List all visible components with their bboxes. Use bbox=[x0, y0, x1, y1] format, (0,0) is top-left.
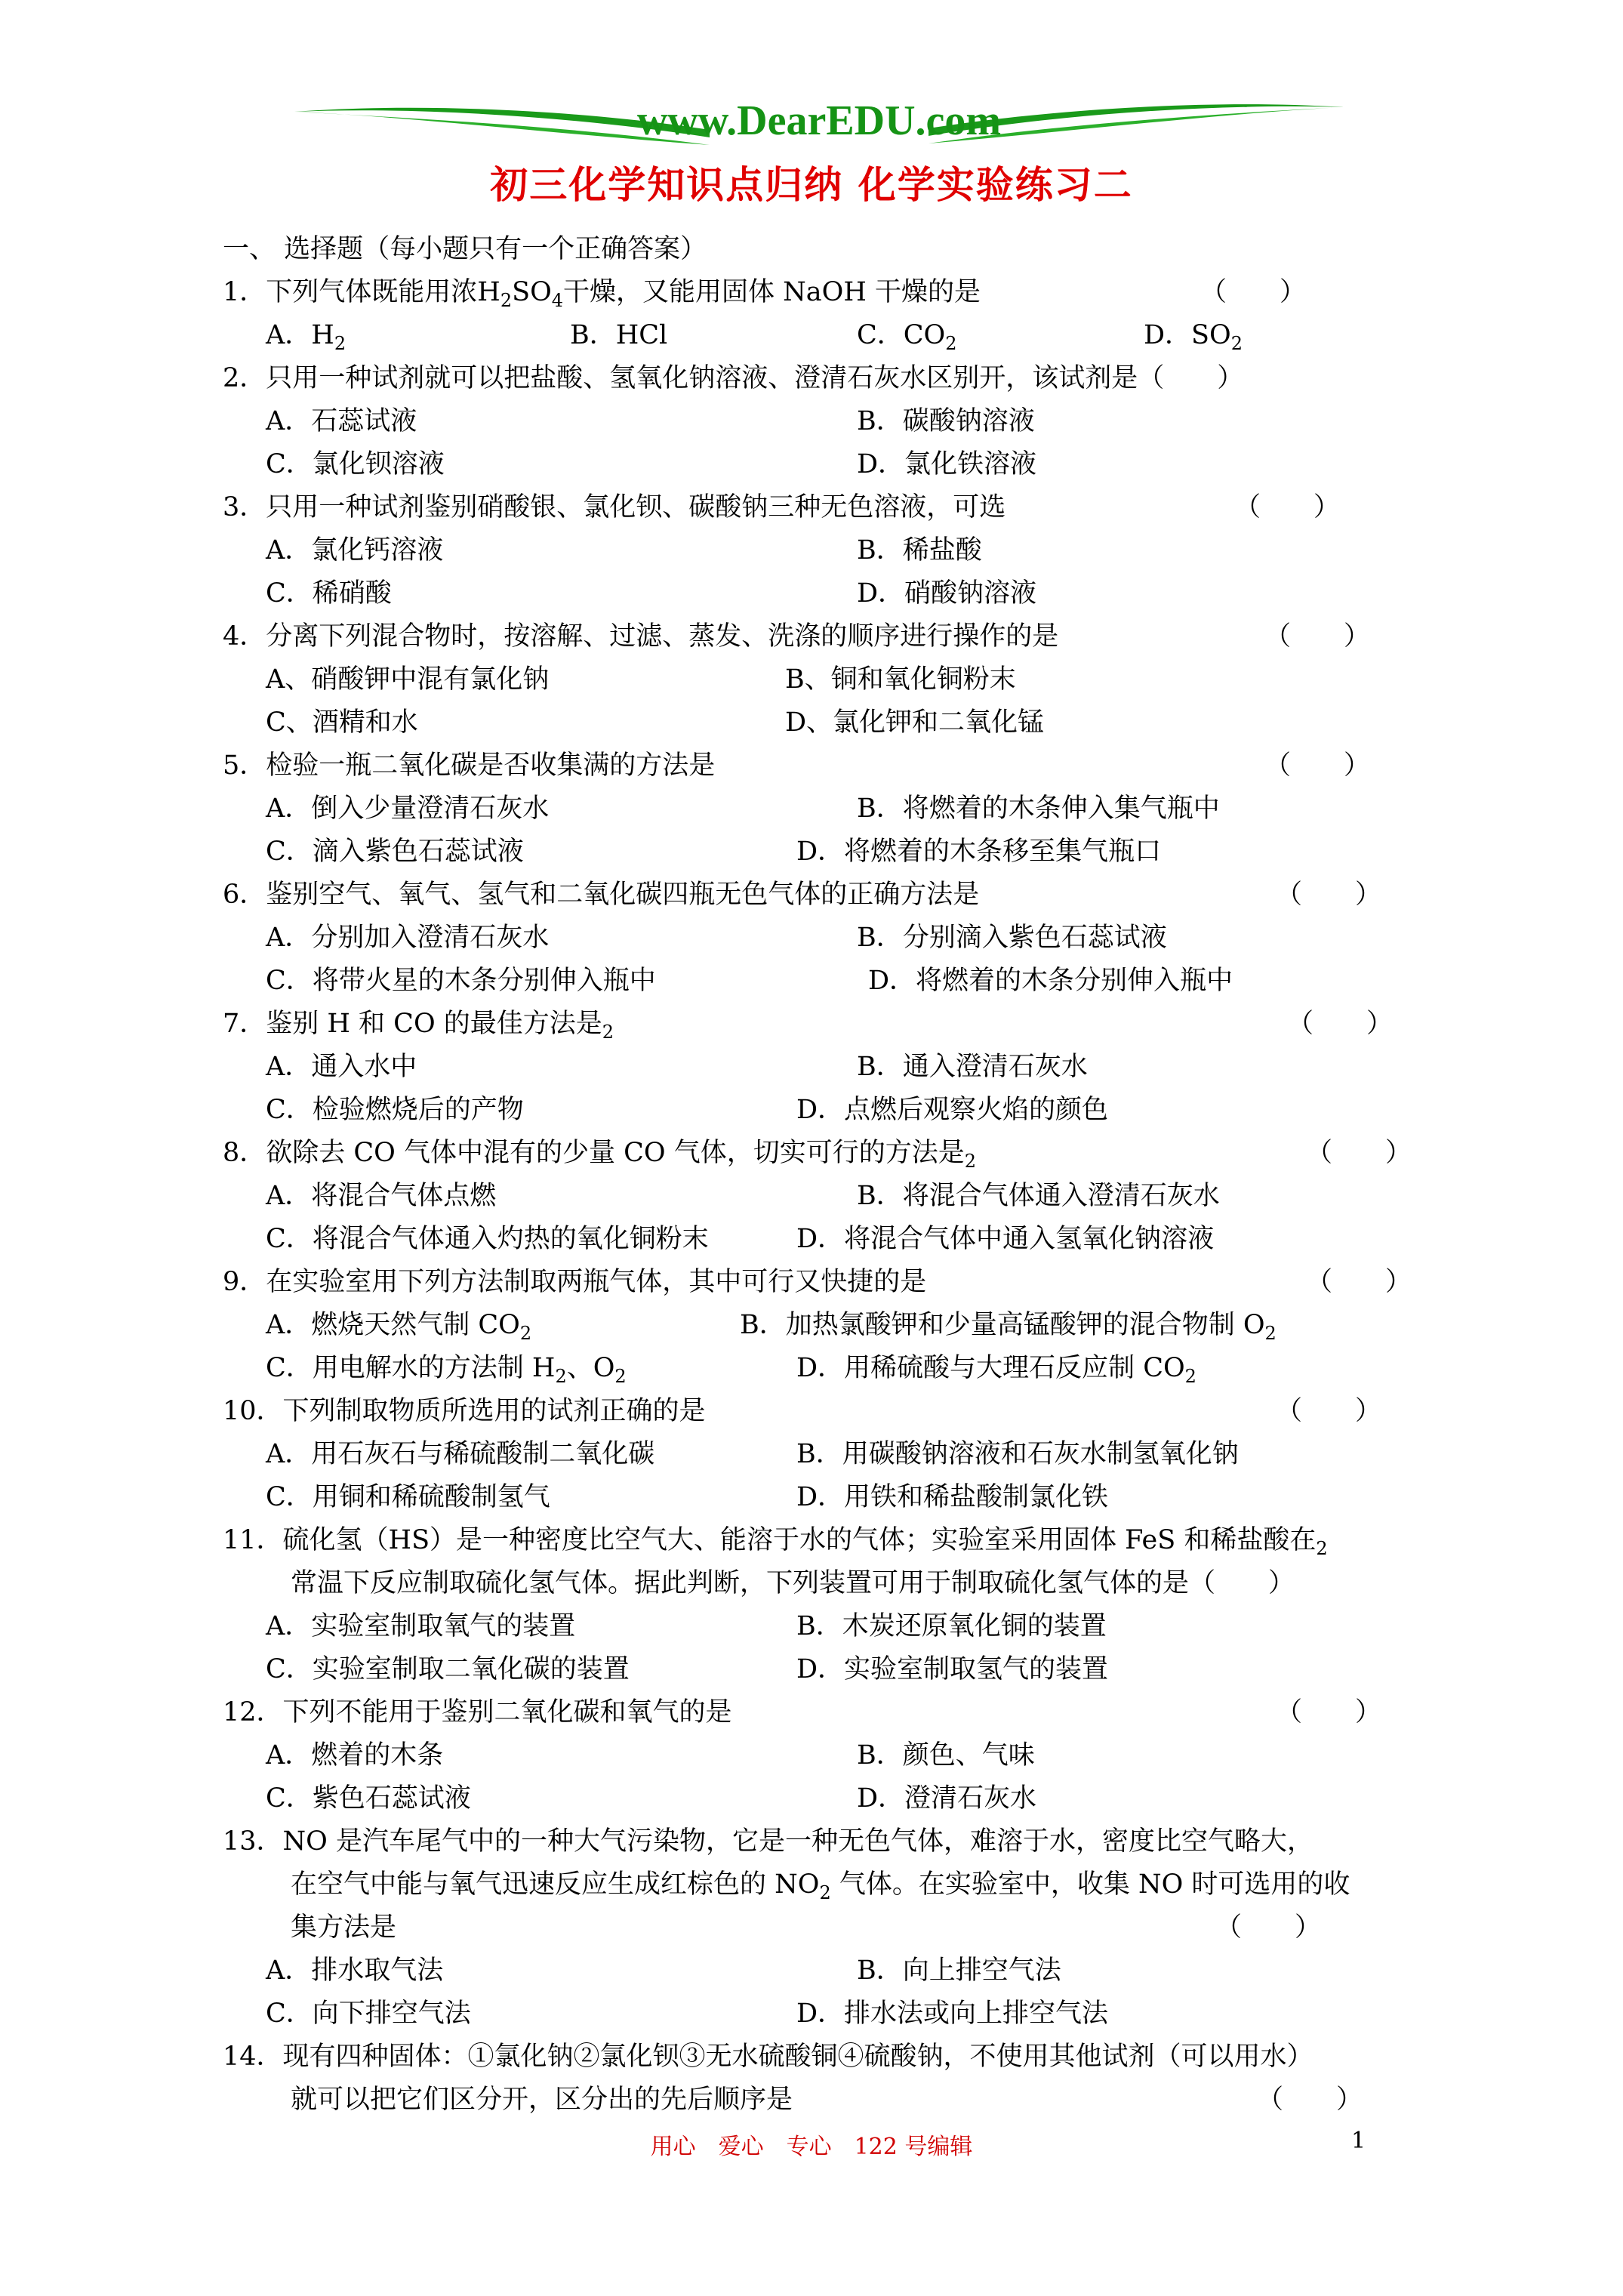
question-9-option-b-text: B．加热氯酸钾和少量高锰酸钾的混合物制 O bbox=[740, 1310, 1265, 1340]
question-13-option-a bbox=[266, 1949, 443, 1987]
question-4-option-c-text: C、酒精和水 bbox=[266, 707, 418, 738]
question-1-stem-text-part: 干燥，又能用固体 NaOH 干燥的是 bbox=[563, 277, 981, 307]
question-14-stem-2-text bbox=[291, 2079, 793, 2116]
question-1-option-a bbox=[266, 314, 346, 352]
question-9-options-2 bbox=[0, 1347, 1623, 1390]
question-11-option-b bbox=[796, 1605, 1107, 1643]
question-14-stem-2 bbox=[0, 2079, 1623, 2122]
question-9-option-c bbox=[266, 1347, 627, 1385]
question-8-option-a-text: A．将混合气体点燃 bbox=[266, 1181, 497, 1211]
question-1-stem-text-part: 2 bbox=[500, 290, 513, 311]
question-11-stem-2-text-part: 常温下反应制取硫化氢气体。据此判断，下列装置可用于制取硫化氢气体的是（ ） bbox=[291, 1568, 1295, 1598]
question-8-option-b-text: B．将混合气体通入澄清石灰水 bbox=[857, 1181, 1220, 1211]
question-7-answer-bracket bbox=[1287, 1003, 1393, 1040]
question-10-option-a bbox=[266, 1433, 654, 1471]
question-5-option-c-text: C．滴入紫色石蕊试液 bbox=[266, 837, 524, 867]
question-9-option-c-subscript-2: 2 bbox=[614, 1366, 627, 1387]
question-5-answer-bracket bbox=[1264, 744, 1370, 782]
question-8-options-2 bbox=[0, 1218, 1623, 1261]
question-4-option-d-text: D、氯化钾和二氧化锰 bbox=[785, 707, 1045, 738]
question-6-option-c-text: C．将带火星的木条分别伸入瓶中 bbox=[266, 966, 656, 996]
question-1-option-a-text: A．H bbox=[266, 320, 334, 350]
question-12-options-2 bbox=[0, 1777, 1623, 1820]
question-6-options-2 bbox=[0, 960, 1623, 1003]
question-11-stem-text bbox=[223, 1519, 1328, 1557]
question-5-stem bbox=[0, 744, 1623, 787]
question-8-option-b bbox=[857, 1175, 1220, 1213]
question-1-stem-text-part: 1．下列气体既能用浓 bbox=[223, 277, 478, 307]
question-12-option-d-text: D．澄清石灰水 bbox=[857, 1783, 1037, 1814]
question-9-option-c-extra: 、O bbox=[566, 1353, 615, 1383]
question-4-stem bbox=[0, 615, 1623, 658]
question-2-stem-text-part: 2．只用一种试剂就可以把盐酸、氢氧化钠溶液、澄清石灰水区别开，该试剂是（ ） bbox=[223, 363, 1244, 393]
question-14-stem-text bbox=[223, 2036, 1313, 2073]
question-13-stem-3-text bbox=[291, 1906, 396, 1944]
question-4-options-2 bbox=[0, 701, 1623, 744]
question-7-option-b bbox=[857, 1046, 1088, 1083]
question-6-answer-bracket bbox=[1276, 874, 1381, 911]
question-3-option-a bbox=[266, 529, 443, 567]
question-13-stem-3-text-text: 集方法是 bbox=[291, 1912, 397, 1943]
question-4-option-c bbox=[266, 701, 418, 739]
question-6-option-d-text: D．将燃着的木条分别伸入瓶中 bbox=[868, 966, 1233, 996]
question-14-stem-2-text-part: 就可以把它们区分开，区分出的先后顺序是 bbox=[291, 2085, 793, 2115]
question-8-stem-text-part: 8．欲除去 CO bbox=[223, 1138, 396, 1168]
question-5-option-b-text: B．将燃着的木条伸入集气瓶中 bbox=[857, 794, 1220, 824]
question-4-option-b-text: B、铜和氧化铜粉末 bbox=[785, 664, 1016, 695]
question-1-option-d-text: D．SO bbox=[1144, 320, 1231, 350]
question-14-answer-bracket-text: （ ） bbox=[1257, 2085, 1363, 2115]
question-10-option-d-text: D．用铁和稀盐酸制氯化铁 bbox=[796, 1482, 1109, 1512]
question-3-option-d bbox=[857, 572, 1036, 610]
question-9-option-d-subscript: 2 bbox=[1184, 1366, 1196, 1387]
question-7-option-d bbox=[796, 1089, 1108, 1126]
question-13-option-a-text: A．排水取气法 bbox=[266, 1955, 444, 1986]
question-2-options-2 bbox=[0, 443, 1623, 486]
question-8-options-1 bbox=[0, 1175, 1623, 1218]
question-6-answer-bracket-text: （ ） bbox=[1276, 880, 1382, 910]
question-9-option-c-text: C．用电解水的方法制 H bbox=[266, 1353, 556, 1383]
question-13-stem bbox=[0, 1820, 1623, 1863]
question-12-option-a bbox=[266, 1734, 443, 1772]
question-7-option-c bbox=[266, 1089, 524, 1126]
question-8-option-a bbox=[266, 1175, 496, 1213]
question-1-option-c-subscript: 2 bbox=[945, 333, 957, 354]
question-11-stem-text-part: 11．硫化氢（H bbox=[223, 1525, 412, 1555]
question-12-stem-text-part: 12．下列不能用于鉴别二氧化碳和氧气的是 bbox=[223, 1697, 732, 1727]
question-3-option-c bbox=[266, 572, 392, 610]
question-13-options-2 bbox=[0, 1992, 1623, 2036]
question-13-option-d-text: D．排水法或向上排空气法 bbox=[796, 1999, 1109, 2029]
question-14-stem bbox=[0, 2036, 1623, 2079]
question-10-option-c bbox=[266, 1476, 550, 1514]
question-3-option-d-text: D．硝酸钠溶液 bbox=[857, 578, 1037, 609]
question-1-option-c-text: C．CO bbox=[857, 320, 946, 350]
question-8-option-d-text: D．将混合气体中通入氢氧化钠溶液 bbox=[796, 1224, 1215, 1254]
question-9-option-b-subscript: 2 bbox=[1264, 1323, 1277, 1344]
question-13-stem-2-text-part: 2 bbox=[819, 1882, 831, 1903]
question-4-answer-bracket-text: （ ） bbox=[1264, 621, 1371, 652]
question-7-stem-text-part: 和 CO 的最佳方法是 bbox=[350, 1009, 602, 1039]
question-1-stem-text bbox=[223, 271, 981, 309]
question-13-stem-text-part: 13．NO 是汽车尾气中的一种大气污染物，它是一种无色气体，难溶于水，密度比空气略大， bbox=[223, 1826, 1313, 1857]
question-13-options-1 bbox=[0, 1949, 1623, 1992]
question-4-stem-text bbox=[223, 615, 1058, 653]
question-9-option-a-subscript: 2 bbox=[519, 1323, 532, 1344]
question-12-option-c-text: C．紫色石蕊试液 bbox=[266, 1783, 471, 1814]
question-11-stem-text-part: 2 bbox=[1316, 1538, 1328, 1559]
question-13-stem-2-text-part: 在空气中能与氧气迅速反应生成红棕色的 NO bbox=[291, 1869, 820, 1900]
site-banner bbox=[287, 91, 1351, 162]
question-3-stem-text-part: 3．只用一种试剂鉴别硝酸银、氯化钡、碳酸钠三种无色溶液，可选 bbox=[223, 492, 1006, 522]
question-7-answer-bracket-text: （ ） bbox=[1287, 1009, 1394, 1039]
question-5-options-1 bbox=[0, 787, 1623, 831]
question-5-option-a-text: A．倒入少量澄清石灰水 bbox=[266, 794, 550, 824]
question-9-answer-bracket bbox=[1306, 1261, 1412, 1299]
question-3-options-1 bbox=[0, 529, 1623, 572]
question-1-option-b bbox=[570, 314, 667, 352]
question-2-option-b bbox=[857, 400, 1035, 438]
question-9-stem bbox=[0, 1261, 1623, 1304]
question-3-stem bbox=[0, 486, 1623, 529]
question-7-stem-text bbox=[223, 1003, 614, 1043]
question-4-option-a-text: A、硝酸钾中混有氯化钠 bbox=[266, 664, 550, 695]
question-1-option-d bbox=[1144, 314, 1243, 352]
question-10-option-a-text: A．用石灰石与稀硫酸制二氧化碳 bbox=[266, 1439, 655, 1469]
question-5-option-b bbox=[857, 787, 1220, 825]
question-11-option-a-text: A．实验室制取氧气的装置 bbox=[266, 1611, 576, 1641]
question-12-option-b-text: B．颜色、气味 bbox=[857, 1740, 1035, 1771]
question-1-stem-text-part: 4 bbox=[551, 290, 564, 311]
question-5-option-c bbox=[266, 831, 524, 868]
question-14-stem-text-part: 14．现有四种固体：①氯化钠②氯化钡③无水硫酸铜④硫酸钠，不使用其他试剂（可以用水） bbox=[223, 2042, 1313, 2072]
question-8-option-d bbox=[796, 1218, 1214, 1256]
question-12-answer-bracket-text: （ ） bbox=[1276, 1697, 1382, 1727]
question-9-answer-bracket-text: （ ） bbox=[1306, 1267, 1412, 1297]
question-4-options-1 bbox=[0, 658, 1623, 701]
question-2-stem-text bbox=[223, 357, 1243, 395]
question-9-option-a-text: A．燃烧天然气制 CO bbox=[266, 1310, 520, 1340]
question-5-answer-bracket-text: （ ） bbox=[1264, 750, 1371, 781]
question-2-option-b-text: B．碳酸钠溶液 bbox=[857, 406, 1035, 436]
question-11-option-d bbox=[796, 1648, 1108, 1686]
question-8-answer-bracket-text: （ ） bbox=[1306, 1138, 1412, 1168]
question-10-option-d bbox=[796, 1476, 1108, 1514]
question-12-stem-text bbox=[223, 1691, 732, 1729]
question-12-answer-bracket bbox=[1276, 1691, 1381, 1729]
question-13-stem-2-text-part: 气体。在实验室中，收集 NO 时可选用的收 bbox=[830, 1869, 1350, 1900]
question-1-option-c bbox=[857, 314, 957, 352]
question-10-options-2 bbox=[0, 1476, 1623, 1519]
question-13-option-d bbox=[796, 1992, 1108, 2030]
question-11-stem-2 bbox=[0, 1562, 1623, 1605]
question-6-option-d bbox=[868, 960, 1233, 997]
question-4-option-d bbox=[785, 701, 1044, 739]
question-7-option-b-text: B．通入澄清石灰水 bbox=[857, 1052, 1088, 1082]
question-13-answer-bracket-text: （ ） bbox=[1215, 1912, 1322, 1943]
question-8-answer-bracket bbox=[1306, 1132, 1412, 1170]
question-8-option-c-text: C．将混合气体通入灼热的氧化铜粉末 bbox=[266, 1224, 709, 1254]
question-11-option-d-text: D．实验室制取氢气的装置 bbox=[796, 1654, 1109, 1684]
question-11-stem bbox=[0, 1519, 1623, 1562]
question-1-option-b-text: B．HCl bbox=[570, 320, 668, 350]
section-heading-text bbox=[223, 228, 707, 266]
question-2-option-a-text: A．石蕊试液 bbox=[266, 406, 417, 436]
question-6-stem bbox=[0, 874, 1623, 917]
question-7-option-a-text: A．通入水中 bbox=[266, 1052, 417, 1082]
question-10-stem-text-part: 10．下列制取物质所选用的试剂正确的是 bbox=[223, 1396, 706, 1426]
question-5-option-d bbox=[796, 831, 1161, 868]
question-8-stem-text bbox=[223, 1132, 976, 1170]
question-12-option-c bbox=[266, 1777, 471, 1815]
footer-text: 用心 爱心 专心 122 号编辑 bbox=[650, 2134, 973, 2160]
question-2-stem bbox=[0, 357, 1623, 400]
question-5-option-a bbox=[266, 787, 549, 825]
question-1-answer-bracket bbox=[1200, 271, 1306, 309]
question-2-options-1 bbox=[0, 400, 1623, 443]
question-12-options-1 bbox=[0, 1734, 1623, 1777]
question-11-stem-text-part: S）是一种密度比空气大、能溶于水的气体；实验室采用固体 FeS 和稀盐酸在 bbox=[411, 1525, 1317, 1555]
question-4-option-b bbox=[785, 658, 1016, 696]
question-4-option-a bbox=[266, 658, 549, 696]
question-9-option-c-subscript: 2 bbox=[555, 1366, 567, 1387]
question-2-option-a bbox=[266, 400, 417, 438]
question-13-stem-3 bbox=[0, 1906, 1623, 1949]
question-10-option-c-text: C．用铜和稀硫酸制氢气 bbox=[266, 1482, 550, 1512]
question-12-option-d bbox=[857, 1777, 1036, 1815]
question-13-answer-bracket bbox=[1215, 1906, 1321, 1944]
question-10-stem bbox=[0, 1390, 1623, 1433]
question-2-option-d bbox=[857, 443, 1036, 481]
question-13-option-c bbox=[266, 1992, 471, 2030]
question-1-stem bbox=[0, 271, 1623, 314]
question-9-option-d-text: D．用稀硫酸与大理石反应制 CO bbox=[796, 1353, 1185, 1383]
question-3-options-2 bbox=[0, 572, 1623, 615]
question-8-stem bbox=[0, 1132, 1623, 1175]
question-10-answer-bracket bbox=[1276, 1390, 1381, 1428]
question-3-option-b bbox=[857, 529, 982, 567]
question-1-option-d-subscript: 2 bbox=[1230, 333, 1243, 354]
question-6-option-a-text: A．分别加入澄清石灰水 bbox=[266, 923, 550, 953]
question-11-option-b-text: B．木炭还原氧化铜的装置 bbox=[796, 1611, 1107, 1641]
question-10-answer-bracket-text: （ ） bbox=[1276, 1396, 1382, 1426]
section-heading bbox=[0, 228, 1623, 271]
question-3-option-c-text: C．稀硝酸 bbox=[266, 578, 392, 609]
question-1-option-a-subscript: 2 bbox=[334, 333, 346, 354]
question-2-option-c bbox=[266, 443, 445, 481]
question-3-answer-bracket bbox=[1234, 486, 1340, 524]
site-logo-text: www.DearEDU.com bbox=[636, 97, 1002, 144]
question-7-stem-text-part: 2 bbox=[602, 1022, 614, 1043]
question-11-options-2 bbox=[0, 1648, 1623, 1691]
question-5-stem-text-part: 5．检验一瓶二氧化碳是否收集满的方法是 bbox=[223, 750, 716, 781]
document-title: 初三化学知识点归纳 化学实验练习二 bbox=[490, 162, 1133, 207]
question-9-options-1 bbox=[0, 1304, 1623, 1347]
question-1-stem-text-part: SO bbox=[512, 277, 552, 307]
question-13-stem-2 bbox=[0, 1863, 1623, 1906]
question-11-option-c-text: C．实验室制取二氧化碳的装置 bbox=[266, 1654, 630, 1684]
question-8-option-c bbox=[266, 1218, 709, 1256]
question-1-answer-bracket-text: （ ） bbox=[1200, 277, 1307, 307]
question-4-answer-bracket bbox=[1264, 615, 1370, 653]
question-7-option-c-text: C．检验燃烧后的产物 bbox=[266, 1095, 524, 1125]
question-2-option-c-text: C．氯化钡溶液 bbox=[266, 449, 445, 479]
question-8-stem-text-part: 2 bbox=[964, 1151, 977, 1172]
question-10-option-b-text: B．用碳酸钠溶液和石灰水制氢氧化钠 bbox=[796, 1439, 1239, 1469]
question-14-answer-bracket bbox=[1257, 2079, 1363, 2116]
question-13-option-b-text: B．向上排空气法 bbox=[857, 1955, 1061, 1986]
section-heading-text-text: 一、 选择题（每小题只有一个正确答案） bbox=[223, 234, 707, 264]
page-number: 1 bbox=[1351, 2128, 1366, 2154]
question-6-stem-text bbox=[223, 874, 979, 911]
question-3-option-b-text: B．稀盐酸 bbox=[857, 535, 982, 566]
question-8-stem-text-part: 气体中混有的少量 CO 气体，切实可行的方法是 bbox=[395, 1138, 965, 1168]
question-6-option-b bbox=[857, 917, 1167, 954]
question-3-option-a-text: A．氯化钙溶液 bbox=[266, 535, 444, 566]
question-6-stem-text-part: 6．鉴别空气、氧气、氢气和二氧化碳四瓶无色气体的正确方法是 bbox=[223, 880, 980, 910]
question-11-stem-2-text bbox=[291, 1562, 1295, 1600]
question-1-options bbox=[0, 314, 1623, 357]
question-13-option-b bbox=[857, 1949, 1061, 1987]
question-9-option-b bbox=[740, 1304, 1277, 1342]
question-7-stem-text-part: 7．鉴别 H bbox=[223, 1009, 350, 1039]
question-5-option-d-text: D．将燃着的木条移至集气瓶口 bbox=[796, 837, 1162, 867]
question-3-stem-text bbox=[223, 486, 1006, 524]
question-9-option-d bbox=[796, 1347, 1196, 1385]
question-13-stem-text bbox=[223, 1820, 1313, 1858]
question-7-options-1 bbox=[0, 1046, 1623, 1089]
question-3-answer-bracket-text: （ ） bbox=[1234, 492, 1341, 522]
question-10-stem-text bbox=[223, 1390, 706, 1428]
question-6-options-1 bbox=[0, 917, 1623, 960]
question-10-options-1 bbox=[0, 1433, 1623, 1476]
question-5-stem-text bbox=[223, 744, 715, 782]
question-9-stem-text bbox=[223, 1261, 926, 1299]
question-11-option-c bbox=[266, 1648, 630, 1686]
question-12-stem bbox=[0, 1691, 1623, 1734]
question-6-option-b-text: B．分别滴入紫色石蕊试液 bbox=[857, 923, 1167, 953]
question-7-options-2 bbox=[0, 1089, 1623, 1132]
question-10-option-b bbox=[796, 1433, 1239, 1471]
question-9-stem-text-part: 9．在实验室用下列方法制取两瓶气体，其中可行又快捷的是 bbox=[223, 1267, 927, 1297]
question-7-stem bbox=[0, 1003, 1623, 1046]
question-11-options-1 bbox=[0, 1605, 1623, 1648]
question-7-option-a bbox=[266, 1046, 417, 1083]
question-5-options-2 bbox=[0, 831, 1623, 874]
question-13-stem-2-text bbox=[291, 1863, 1350, 1901]
question-2-option-d-text: D．氯化铁溶液 bbox=[857, 449, 1037, 479]
question-6-option-a bbox=[266, 917, 549, 954]
question-9-option-a bbox=[266, 1304, 531, 1342]
question-11-option-a bbox=[266, 1605, 575, 1643]
question-12-option-b bbox=[857, 1734, 1035, 1772]
question-13-option-c-text: C．向下排空气法 bbox=[266, 1999, 471, 2029]
question-1-stem-text-part: H bbox=[477, 277, 500, 307]
question-4-stem-text-part: 4．分离下列混合物时，按溶解、过滤、蒸发、洗涤的顺序进行操作的是 bbox=[223, 621, 1059, 652]
question-7-option-d-text: D．点燃后观察火焰的颜色 bbox=[796, 1095, 1109, 1125]
question-6-option-c bbox=[266, 960, 656, 997]
question-12-option-a-text: A．燃着的木条 bbox=[266, 1740, 444, 1771]
